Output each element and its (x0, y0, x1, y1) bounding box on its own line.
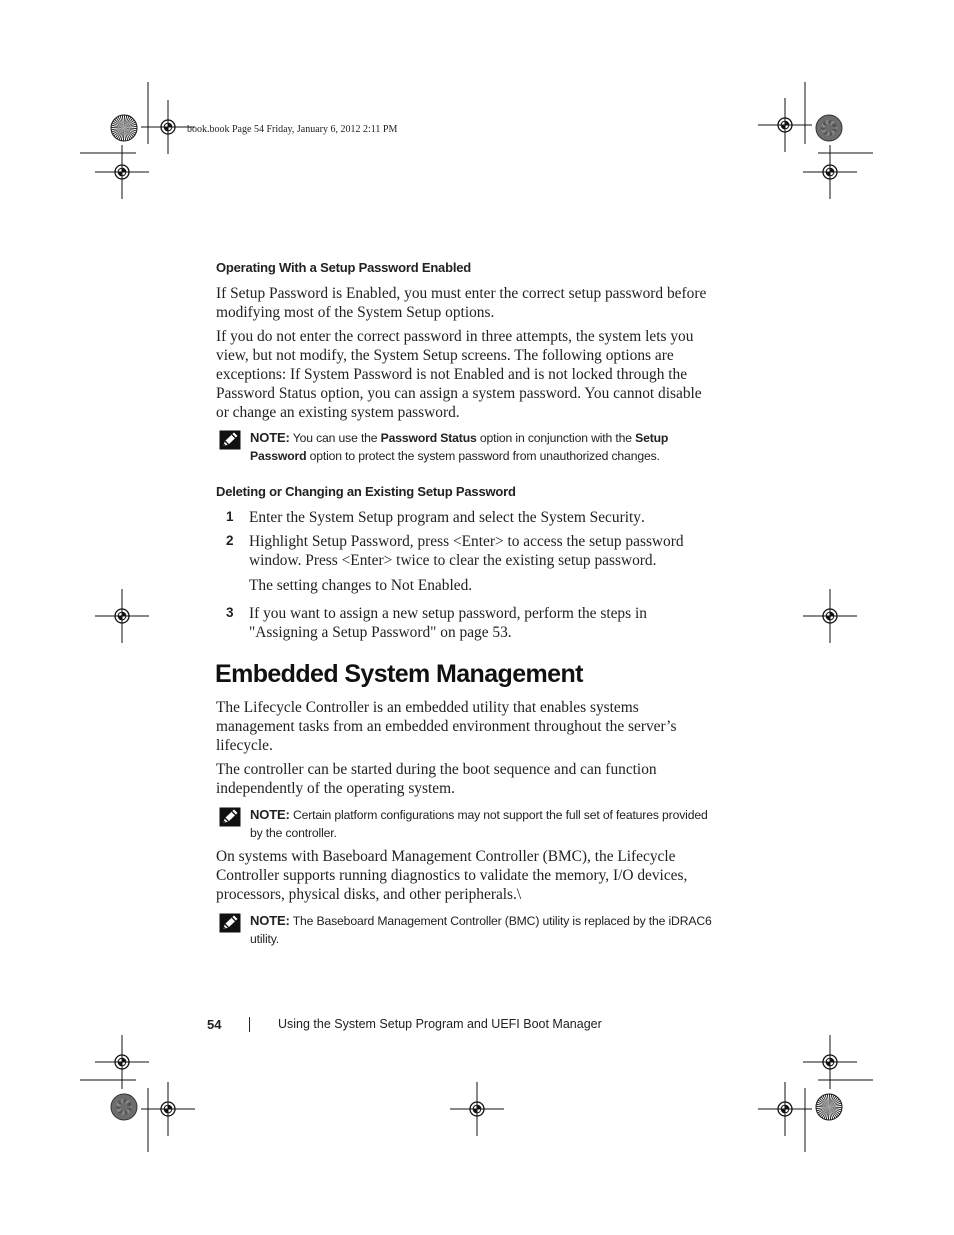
text-run: , you must enter the correct setup password before modifying most of the System Setup options. (216, 285, 707, 321)
emphasized-term: Enabled (345, 285, 397, 302)
note-body (250, 431, 668, 463)
pencil-note-icon (219, 913, 241, 933)
note-body: The Baseboard Management Controller (BMC) utility is replaced by the iDRAC6 utility. (250, 914, 712, 946)
registration-mark-icon (758, 98, 812, 152)
step-number: 3 (226, 605, 234, 620)
gray-density-disc-icon (111, 1094, 137, 1120)
registration-mark-icon (95, 589, 149, 643)
text-run: is (328, 285, 346, 302)
text-run: option, you can assign a system password. You cannot disable or change an existing system password. (216, 385, 702, 421)
heading-operating-with-setup-password: Operating With a Setup Password Enabled (216, 260, 472, 275)
paragraph-incorrect-password (216, 327, 716, 422)
emphasized-term: Setup Password (311, 533, 410, 550)
step-number: 1 (226, 509, 234, 524)
emphasized-term: Setup Password (250, 431, 669, 463)
text-run: option in conjunction with the (476, 431, 636, 445)
text-run: If you want to assign a new setup password, perform the steps in "Assigning a Setup Password" on page 53. (249, 605, 647, 641)
registration-mark-icon (803, 1035, 857, 1089)
note-label: NOTE: (250, 430, 290, 445)
paragraph-bmc-diagnostics: On systems with Baseboard Management Controller (BMC), the Lifecycle Controller supports running diagnostics to validate the memory, I/O devices, processors, physical disks, and other peripherals.\ (216, 848, 688, 903)
note-bmc-replaced (216, 913, 716, 951)
note-label: NOTE: (250, 913, 290, 928)
step-text (249, 508, 719, 527)
text-run: is not (412, 366, 454, 383)
note-password-status (216, 430, 716, 468)
heading-deleting-setup-password: Deleting or Changing an Existing Setup Password (216, 484, 516, 499)
pencil-note-icon (219, 430, 241, 450)
note-label: NOTE: (250, 807, 290, 822)
emphasized-term: Password Status (380, 431, 477, 445)
emphasized-term: Password Status (216, 385, 317, 402)
note-body: Certain platform configurations may not support the full set of features provided by the controller. (250, 808, 708, 840)
gray-density-disc-icon (816, 115, 842, 141)
footer-divider (249, 1017, 250, 1032)
step-text (249, 604, 719, 642)
emphasized-term: Enabled (453, 366, 505, 383)
emphasized-term: System Password (304, 366, 413, 383)
registration-mark-icon (141, 1082, 195, 1136)
step-result-text (249, 576, 719, 595)
registration-mark-icon (95, 1035, 149, 1089)
text-run: If (216, 285, 231, 302)
paragraph-setup-password-enabled (216, 284, 716, 322)
text-run: Highlight (249, 533, 312, 550)
text-run: The setting changes to (249, 577, 391, 594)
starburst-target-icon (816, 1094, 842, 1120)
text-run: If you do not enter the correct password in three attempts, the system lets you view, but not modify, the System Setup screens. The following options are exceptions: If (216, 328, 694, 383)
note-platform-configurations (216, 807, 716, 845)
footer-chapter-title: Using the System Setup Program and UEFI Boot Manager (278, 1017, 602, 1031)
step-number: 2 (226, 533, 234, 548)
step-text (249, 532, 719, 570)
emphasized-term: Setup Password (230, 285, 329, 302)
text-run: . (468, 577, 473, 594)
text-run: You can use the (289, 431, 381, 445)
emphasized-term: Not Enabled (390, 577, 469, 594)
text-run: , press <Enter> to access the setup password window. Press <Enter> twice to clear the existing setup password. (249, 533, 684, 569)
page-number: 54 (207, 1017, 222, 1032)
heading-embedded-system-management: Embedded System Management (215, 660, 583, 688)
text-run: Enter the System Setup program and select the (249, 509, 541, 526)
text-run: . (640, 509, 645, 526)
registration-mark-icon (450, 1082, 504, 1136)
registration-mark-icon (758, 1082, 812, 1136)
text-run: and is not locked through the (504, 366, 688, 383)
print-slug: book.book Page 54 Friday, January 6, 2012 2:11 PM (187, 124, 398, 135)
paragraph-controller-start: The controller can be started during the boot sequence and can function independently of the operating system. (216, 761, 657, 797)
emphasized-term: System Security (540, 509, 641, 526)
text-run: option to protect the system password from unauthorized changes. (306, 449, 660, 463)
registration-mark-icon (803, 589, 857, 643)
starburst-target-icon (111, 115, 137, 141)
paragraph-lifecycle-controller: The Lifecycle Controller is an embedded utility that enables systems management tasks from an embedded environment throughout the server’s lifecycle. (216, 699, 677, 754)
pencil-note-icon (219, 807, 241, 827)
